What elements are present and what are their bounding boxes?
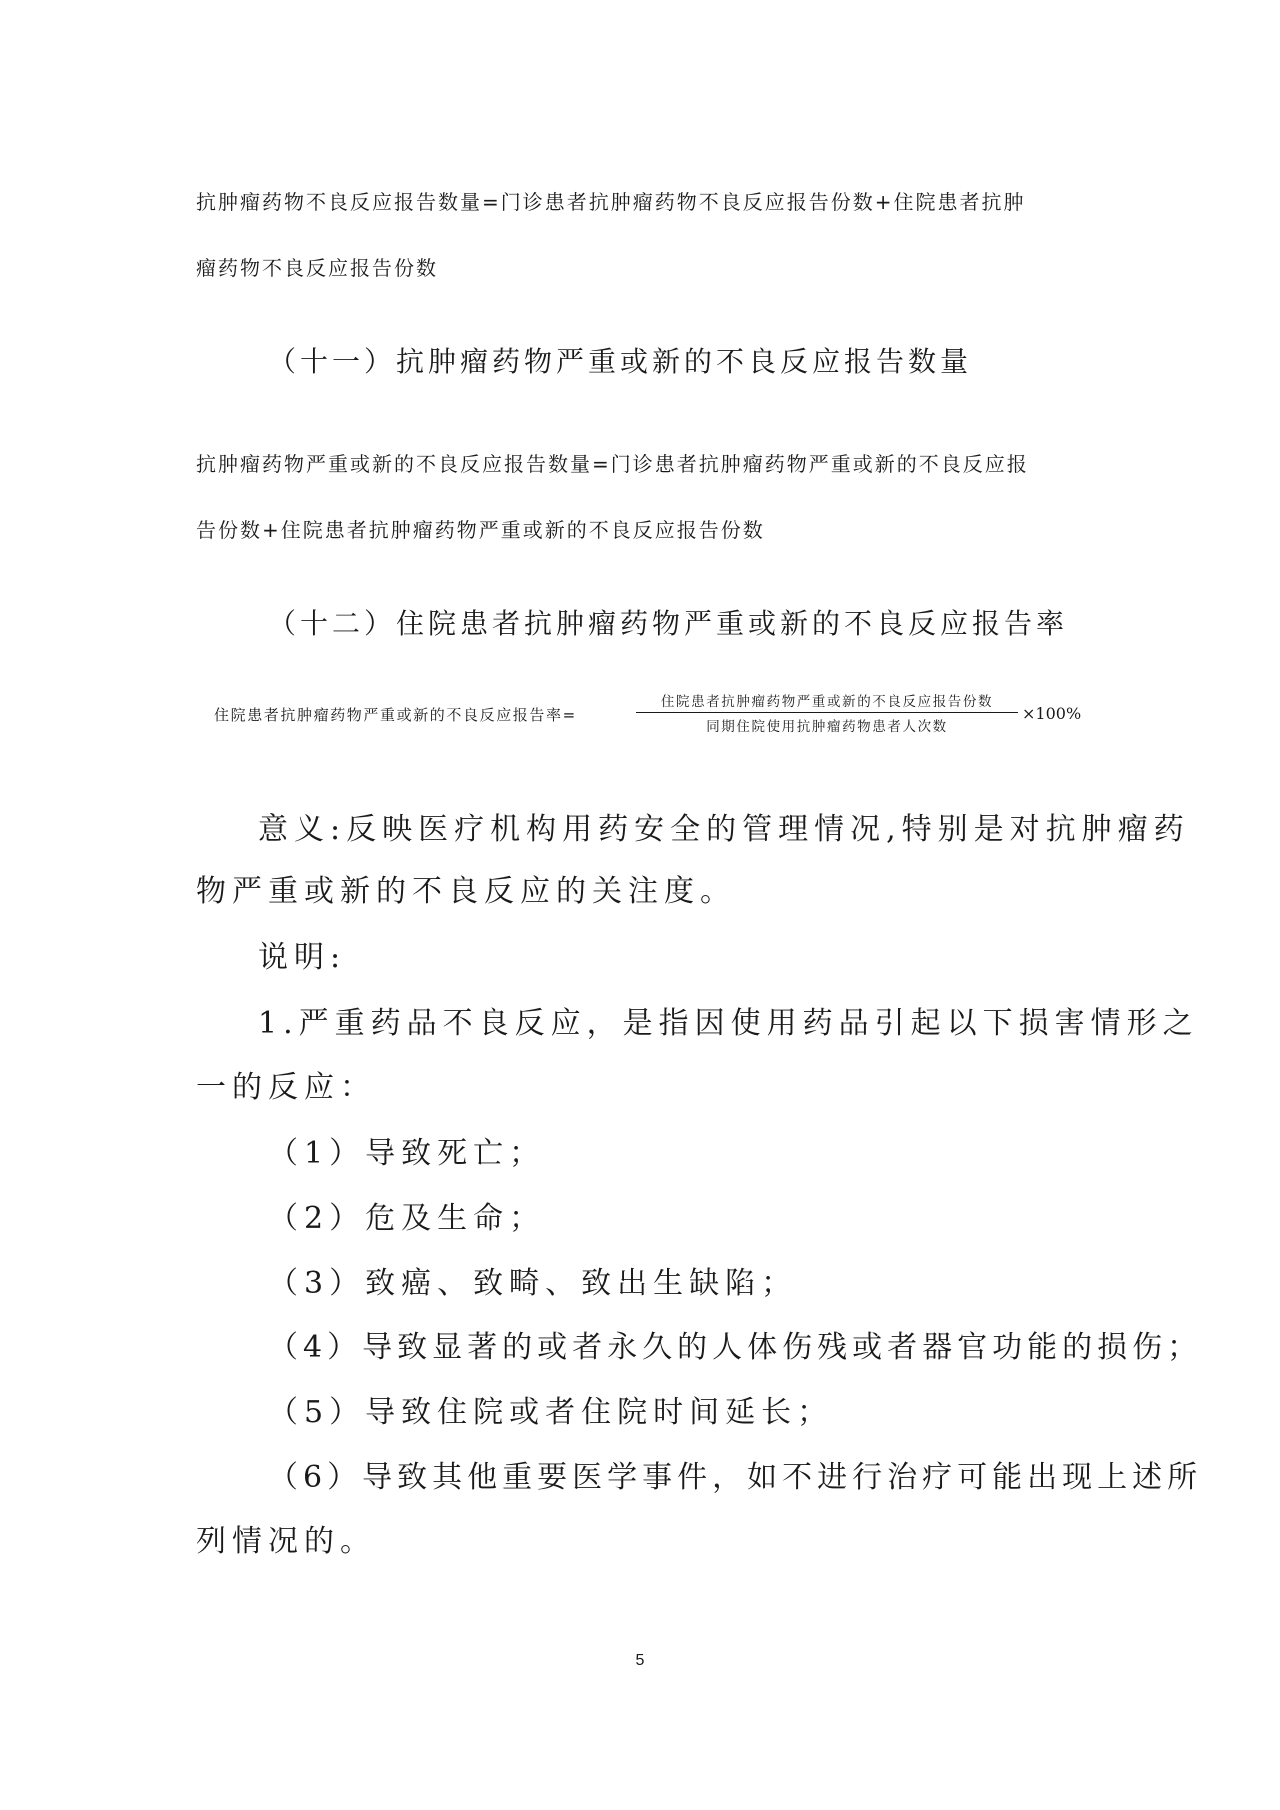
note-1-line-2: 一的反应：	[196, 1070, 376, 1105]
list-item-3: （3）致癌、致畸、致出生缺陷；	[268, 1266, 798, 1301]
formula-lhs: 住院患者抗肿瘤药物严重或新的不良反应报告率=	[214, 706, 577, 724]
section-11-formula-line-1: 抗肿瘤药物严重或新的不良反应报告数量=门诊患者抗肿瘤药物严重或新的不良反应报	[196, 452, 1029, 476]
notes-label: 说明:	[258, 940, 347, 975]
formula-denominator: 同期住院使用抗肿瘤药物患者人次数	[706, 719, 948, 735]
block10-formula-line-2: 瘤药物不良反应报告份数	[196, 256, 438, 280]
list-item-2: （2）危及生命；	[268, 1201, 546, 1236]
page-number: 5	[635, 1652, 645, 1669]
section-12-heading: （十二）住院患者抗肿瘤药物严重或新的不良反应报告率	[268, 607, 1069, 640]
list-item-6-line-1: （6）导致其他重要医学事件，如不进行治疗可能出现上述所	[268, 1460, 1203, 1495]
meaning-line-1: 意义:反映医疗机构用药安全的管理情况,特别是对抗肿瘤药	[258, 812, 1190, 847]
note-1-line-1: 1.严重药品不良反应，是指因使用药品引起以下损害情形之	[258, 1006, 1199, 1041]
section-11-heading: （十一）抗肿瘤药物严重或新的不良反应报告数量	[268, 345, 973, 378]
list-item-1: （1）导致死亡；	[268, 1136, 546, 1171]
formula-multiplier: ×100%	[1022, 704, 1082, 723]
block10-formula-line-1: 抗肿瘤药物不良反应报告数量=门诊患者抗肿瘤药物不良反应报告份数+住院患者抗肿	[196, 190, 1026, 214]
section-11-formula-line-2: 告份数+住院患者抗肿瘤药物严重或新的不良反应报告份数	[196, 518, 765, 542]
list-item-4: （4）导致显著的或者永久的人体伤残或者器官功能的损伤；	[268, 1330, 1203, 1365]
fraction-bar	[636, 712, 1018, 713]
formula-fraction	[636, 690, 1018, 735]
list-item-6-line-2: 列情况的。	[196, 1524, 376, 1559]
meaning-line-2: 物严重或新的不良反应的关注度。	[196, 874, 736, 909]
formula-numerator: 住院患者抗肿瘤药物严重或新的不良反应报告份数	[660, 694, 994, 710]
list-item-5: （5）导致住院或者住院时间延长；	[268, 1395, 834, 1430]
rate-formula	[214, 690, 1094, 746]
